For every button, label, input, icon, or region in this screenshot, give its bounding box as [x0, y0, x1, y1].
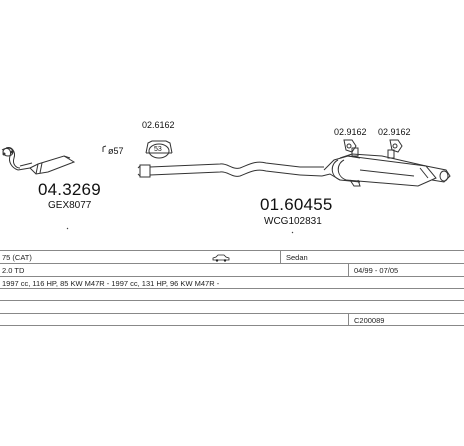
- front-pipe-number: 04.3269: [38, 180, 101, 199]
- catalog-code: C200089: [354, 316, 385, 325]
- table-column-divider: [280, 250, 281, 263]
- table-divider: [0, 276, 464, 277]
- table-column-divider: [348, 263, 349, 276]
- table-divider: [0, 263, 464, 264]
- table-divider: [0, 300, 464, 301]
- engine-spec: 1997 cc, 116 HP, 85 KW M47R - 1997 cc, 131 HP, 96 KW M47R -: [2, 279, 220, 288]
- position-marks: [67, 228, 293, 233]
- table-column-divider: [348, 313, 349, 325]
- front-pipe-ref: GEX8077: [48, 200, 92, 211]
- hanger-3-drawing: [390, 140, 402, 152]
- clamp-57-drawing: [103, 146, 106, 152]
- hanger-3-label: 02.9162: [378, 127, 411, 137]
- rear-section-number: 01.60455: [260, 195, 333, 214]
- hanger-2-label: 02.9162: [334, 127, 367, 137]
- vehicle-model: 75 (CAT): [2, 253, 32, 262]
- hanger-1-clamp-size: 53: [154, 146, 162, 153]
- intermediate-pipe-drawing: [138, 162, 324, 177]
- car-sedan-icon: [212, 254, 230, 262]
- clamp-57-label: ø57: [108, 146, 124, 156]
- production-period: 04/99 - 07/05: [354, 266, 399, 275]
- hanger-1-label: 02.6162: [142, 120, 175, 130]
- table-divider: [0, 288, 464, 289]
- front-pipe-drawing: [2, 148, 74, 174]
- table-top-border: [0, 250, 464, 251]
- hanger-2-drawing: [344, 140, 356, 152]
- table-divider: [0, 313, 464, 314]
- engine-type: 2.0 TD: [2, 266, 25, 275]
- rear-muffler-drawing: [322, 148, 450, 186]
- table-bottom-border: [0, 325, 464, 326]
- rear-section-ref: WCG102831: [264, 216, 322, 227]
- body-type: Sedan: [286, 253, 308, 262]
